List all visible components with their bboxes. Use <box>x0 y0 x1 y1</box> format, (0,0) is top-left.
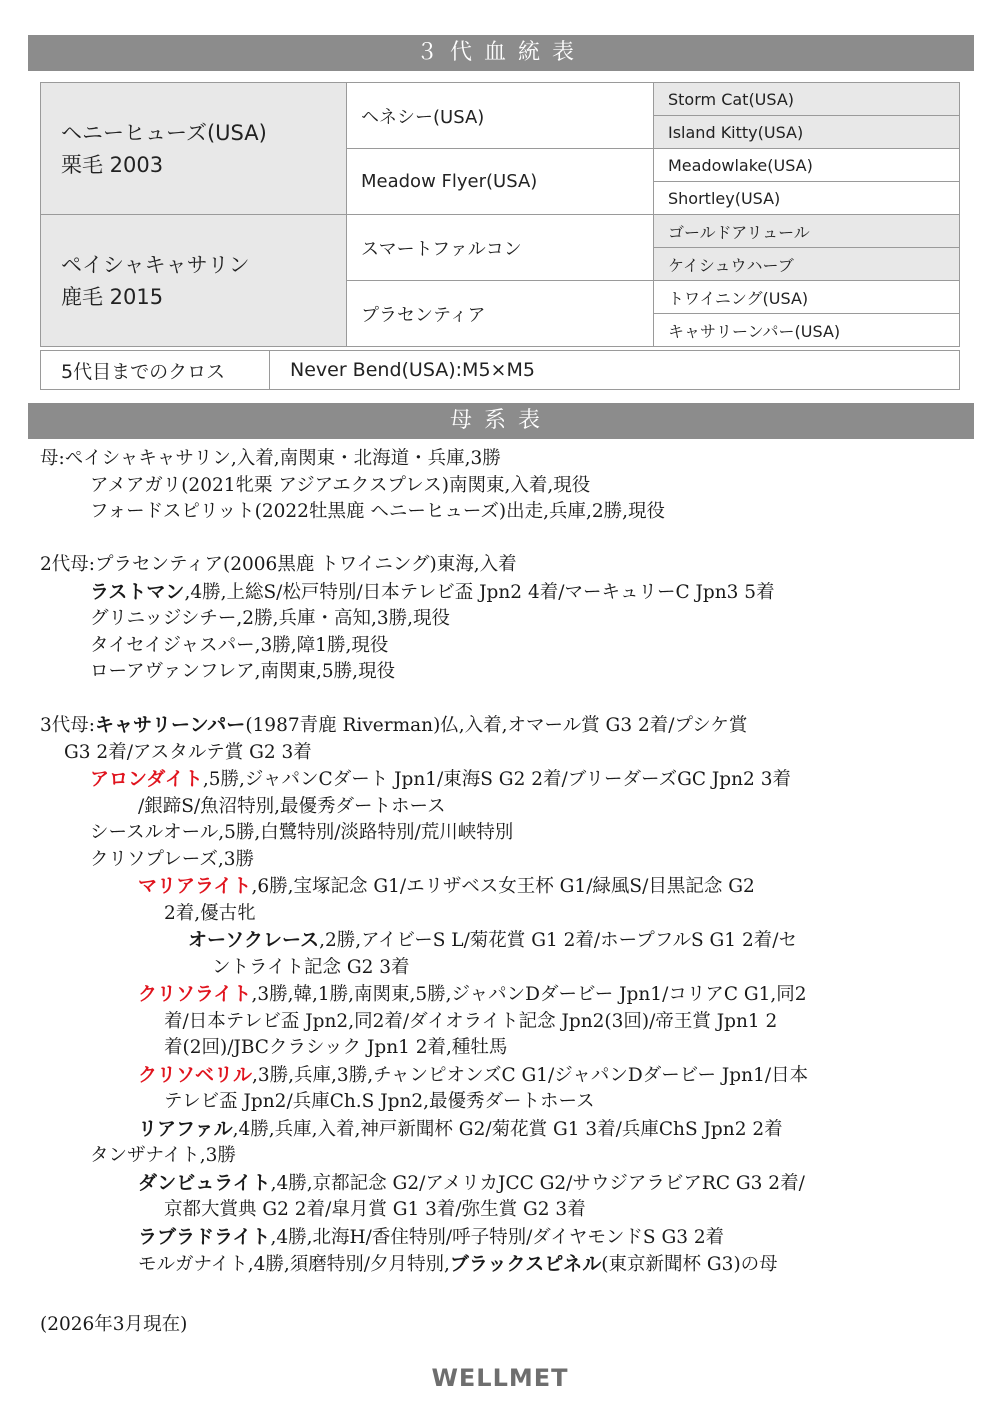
grand-offspring-line: ダンビュライト,4勝,京都記念 G2/アメリカJCC G2/サウジアラビアRC G3 2着/ <box>138 1171 805 1194</box>
dam-cell <box>41 215 347 347</box>
dam-line-list <box>40 446 965 1279</box>
offspring-line: クリソプレーズ,3勝 <box>90 848 254 870</box>
offspring-line: シースルオール,5勝,白鷺特別/淡路特別/荒川峡特別 <box>90 822 514 843</box>
continuation-line: 着(2回)/JBCクラシック Jpn1 2着,種牡馬 <box>164 1037 508 1058</box>
continuation-line: 京都大賞典 G2 2着/皐月賞 G1 3着/弥生賞 G2 3着 <box>164 1199 586 1220</box>
cross-table <box>40 350 960 390</box>
offspring-line: アメアガリ(2021牝栗 アジアエクスプレス)南関東,入着,現役 <box>90 474 591 496</box>
offspring-line: アロンダイト,5勝,ジャパンCダート Jpn1/東海S G2 2着/ブリーダーズGC Jpn2 3着 <box>90 768 791 790</box>
offspring-line: ローアヴァンフレア,南関東,5勝,現役 <box>90 661 396 682</box>
grand-offspring-line: ラブラドライト,4勝,北海H/香住特別/呼子特別/ダイヤモンドS G3 2着 <box>138 1225 725 1248</box>
grand-offspring-line: クリソライト,3勝,韓,1勝,南関東,5勝,ジャパンDダービー Jpn1/コリアC G1,同2 <box>138 983 807 1005</box>
offspring-line: タンザナイト,3勝 <box>90 1145 236 1166</box>
offspring-line: タイセイジャスパー,3勝,障1勝,現役 <box>90 634 389 656</box>
horse-name-bold: ラブラドライト <box>138 1225 271 1248</box>
dam-dam-dam: キャサリーンパー(USA) <box>654 314 960 347</box>
sire-dam-dam: Shortley(USA) <box>654 182 960 215</box>
dam-sire-sire: ゴールドアリュール <box>654 215 960 248</box>
great-grand-offspring-line: オーソクレース,2勝,アイビーS L/菊花賞 G1 2着/ホープフルS G1 2着/セ <box>188 929 797 951</box>
offspring-line: フォードスピリット(2022牡黒鹿 ヘニーヒューズ)出走,兵庫,2勝,現役 <box>90 501 666 522</box>
grand-offspring-line: クリソベリル,3勝,兵庫,3勝,チャンピオンズC G1/ジャパンDダービー Jpn1/日本 <box>138 1063 809 1086</box>
grand-offspring-line: リアファル,4勝,兵庫,入着,神戸新聞杯 G2/菊花賞 G1 3着/兵庫ChS Jpn2 2着 <box>138 1117 783 1140</box>
horse-name-bold: キャサリーンパー <box>95 714 246 736</box>
continuation-line: G3 2着/アスタルテ賞 G2 3着 <box>64 741 312 763</box>
horse-name-bold: ブラックスピネル <box>449 1253 602 1275</box>
horse-name-bold: オーソクレース <box>188 929 320 951</box>
third-dam-line: 3代母:キャサリーンパー(1987青鹿 Riverman)仏,入着,オマール賞 G3 2着/プシケ賞 <box>40 714 748 736</box>
horse-name-bold: ラストマン <box>90 580 185 603</box>
cross-value: Never Bend(USA):M5×M5 <box>270 351 960 390</box>
dam-line: 母:ペイシャキャサリン,入着,南関東・北海道・兵庫,3勝 <box>40 448 501 469</box>
horse-name-red: マリアライト <box>138 875 252 897</box>
continuation-line: /銀蹄S/魚沼特別,最優秀ダートホース <box>138 795 446 817</box>
dam-line-section-title: 母系表 <box>28 403 974 439</box>
continuation-line: テレビ盃 Jpn2/兵庫Ch.S Jpn2,最優秀ダートホース <box>164 1091 595 1112</box>
continuation-line: ントライト記念 G2 3着 <box>212 956 410 978</box>
sire-detail: 栗毛 2003 <box>61 152 164 177</box>
dam-dam-sire: トワイニング(USA) <box>654 281 960 314</box>
as-of-note: (2026年3月現在) <box>40 1314 188 1335</box>
horse-name-red: クリソライト <box>138 983 252 1005</box>
horse-name-bold: ダンビュライト <box>138 1171 271 1194</box>
sire-dam-sire: Meadowlake(USA) <box>654 149 960 182</box>
grand-offspring-line: マリアライト,6勝,宝塚記念 G1/エリザベス女王杯 G1/緑風S/目黒記念 G2 <box>138 875 755 897</box>
dam-detail: 鹿毛 2015 <box>61 284 164 309</box>
dam-name: ペイシャキャサリン <box>61 252 250 277</box>
pedigree-table <box>40 82 960 347</box>
horse-name-red: クリソベリル <box>138 1063 253 1086</box>
grand-offspring-line: モルガナイト,4勝,須磨特別/夕月特別,ブラックスピネル(東京新聞杯 G3)の母 <box>138 1253 778 1275</box>
pedigree-section-title: ３代血統表 <box>28 35 974 71</box>
sire-dam-cell: Meadow Flyer(USA) <box>347 149 654 215</box>
sire-sire-dam: Island Kitty(USA) <box>654 116 960 149</box>
wellmet-logo: WELLMET <box>431 1364 569 1392</box>
horse-name-red: アロンダイト <box>90 768 203 790</box>
offspring-line: グリニッジシチー,2勝,兵庫・高知,3勝,現役 <box>90 608 450 629</box>
continuation-line: 着/日本テレビ盃 Jpn2,同2着/ダイオライト記念 Jpn2(3回)/帝王賞 Jpn1 2 <box>164 1010 778 1032</box>
cross-label: 5代目までのクロス <box>41 351 270 390</box>
sire-sire-cell: ヘネシー(USA) <box>347 83 654 149</box>
continuation-line: 2着,優古牝 <box>164 902 256 924</box>
sire-name: ヘニーヒューズ(USA) <box>61 120 267 145</box>
offspring-line: ラストマン,4勝,上総S/松戸特別/日本テレビ盃 Jpn2 4着/マーキュリーC Jpn3 5着 <box>90 580 775 603</box>
dam-sire-dam: ケイシュウハーブ <box>654 248 960 281</box>
second-dam-line: 2代母:プラセンティア(2006黒鹿 トワイニング)東海,入着 <box>40 554 517 575</box>
dam-dam-cell: プラセンティア <box>347 281 654 347</box>
sire-sire-sire: Storm Cat(USA) <box>654 83 960 116</box>
dam-sire-cell: スマートファルコン <box>347 215 654 281</box>
sire-cell <box>41 83 347 215</box>
horse-name-bold: リアファル <box>138 1117 233 1140</box>
